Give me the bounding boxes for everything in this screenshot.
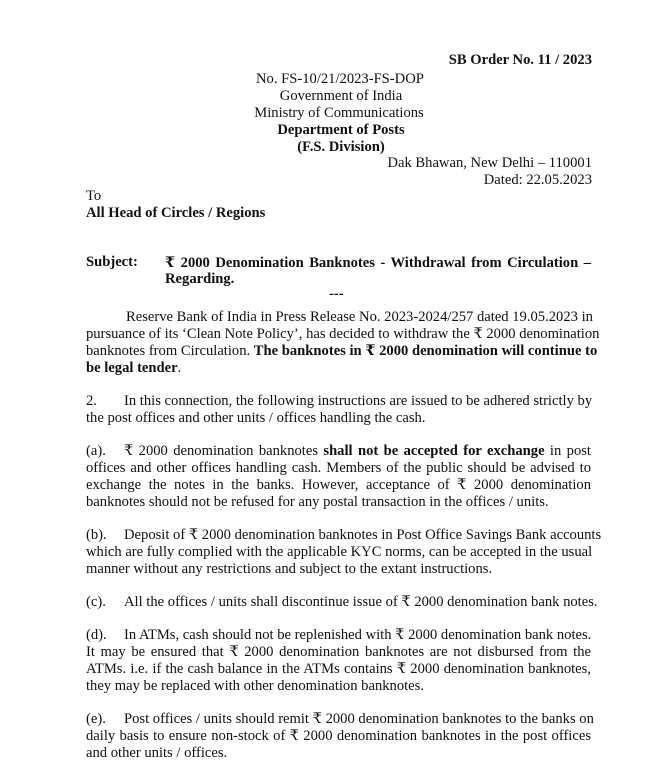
item-b-line: manner without any restrictions and subject to the extant instructions. — [86, 561, 493, 577]
intro-text: . — [177, 360, 182, 376]
legal-tender-emphasis: The banknotes in ₹ 2000 denomination will continue to — [253, 343, 598, 359]
item-d-line: It may be ensured that ₹ 2000 denomination banknotes are not disbursed from the — [86, 644, 591, 660]
item-d-line: they may be replaced with other denomination banknotes. — [86, 678, 424, 694]
ministry-label: Ministry of Communications — [254, 105, 424, 121]
legal-tender-emphasis: be legal tender — [86, 360, 178, 376]
item-label: (b). — [86, 527, 107, 543]
item-text: ₹ 2000 denomination banknotes — [124, 443, 324, 459]
subject-separator: --- — [329, 286, 344, 302]
item-a-line — [86, 443, 591, 460]
item-d-line — [86, 627, 591, 644]
department-label: Department of Posts — [277, 122, 405, 138]
para2-text: In this connection, the following instructions are issued to be adhered strictly by — [124, 393, 593, 409]
intro-line — [86, 360, 591, 377]
intro-paragraph — [86, 309, 600, 377]
item-d-line: ATMs. i.e. if the cash balance in the ATMs contains ₹ 2000 denomination banknotes, — [86, 661, 591, 677]
item-b-line — [86, 527, 602, 544]
to-label: To — [86, 188, 102, 204]
para-number: 2. — [86, 393, 97, 409]
intro-line: Reserve Bank of India in Press Release No. 2023-2024/257 dated 19.05.2023 in — [126, 309, 593, 325]
item-a-line: exchange the notes in the banks. However, acceptance of ₹ 2000 denomination — [86, 477, 591, 493]
item-e-line: daily basis to ensure non-stock of ₹ 2000 denomination banknotes in the post offices — [86, 728, 591, 744]
intro-line — [86, 343, 598, 360]
office-address: Dak Bhawan, New Delhi – 110001 — [387, 155, 592, 171]
division-label: (F.S. Division) — [297, 139, 385, 155]
addressee-name: All Head of Circles / Regions — [86, 205, 266, 221]
item-e — [86, 711, 594, 762]
item-label: (c). — [86, 594, 106, 610]
item-c — [86, 594, 598, 611]
item-d — [86, 627, 591, 695]
item-a-line: offices and other offices handling cash. Members of the public should be advised to — [86, 460, 591, 476]
item-text: All the offices / units shall discontinue issue of ₹ 2000 denomination bank notes. — [124, 594, 598, 610]
item-b — [86, 527, 602, 578]
subject-label: Subject: — [86, 254, 138, 270]
subject-line-2: Regarding. — [165, 271, 235, 287]
item-label: (a). — [86, 443, 106, 459]
subject-line-1: ₹ 2000 Denomination Banknotes - Withdrawal from Circulation – — [165, 255, 591, 271]
order-date: Dated: 22.05.2023 — [483, 172, 592, 188]
item-label: (d). — [86, 627, 107, 643]
item-e-line — [86, 711, 594, 728]
para2-line — [86, 393, 591, 410]
item-text: In ATMs, cash should not be replenished with ₹ 2000 denomination bank notes. — [124, 627, 592, 643]
item-a-line: banknotes should not be refused for any postal transaction in the offices / units. — [86, 494, 549, 510]
item-b-line: which are fully complied with the applicable KYC norms, can be accepted in the usual — [86, 544, 593, 560]
item-text: in post — [544, 443, 591, 459]
intro-line: pursuance of its ‘Clean Note Policy’, has decided to withdraw the ₹ 2000 denomination — [86, 326, 600, 342]
para2-line: the post offices and other units / offices handling the cash. — [86, 410, 426, 426]
item-e-line: and other units / offices. — [86, 745, 228, 761]
intro-text: banknotes from Circulation. — [86, 343, 254, 359]
item-text: Deposit of ₹ 2000 denomination banknotes in Post Office Savings Bank accounts — [124, 527, 602, 543]
government-label: Government of India — [279, 88, 403, 104]
item-label: (e). — [86, 711, 106, 727]
item-c-line — [86, 594, 598, 611]
exchange-emphasis: shall not be accepted for exchange — [323, 443, 545, 459]
paragraph-2 — [86, 393, 591, 427]
item-a — [86, 443, 591, 511]
item-text: Post offices / units should remit ₹ 2000 denomination banknotes to the banks on — [124, 711, 594, 727]
file-number: No. FS-10/21/2023-FS-DOP — [256, 71, 424, 87]
order-number: SB Order No. 11 / 2023 — [448, 52, 592, 68]
